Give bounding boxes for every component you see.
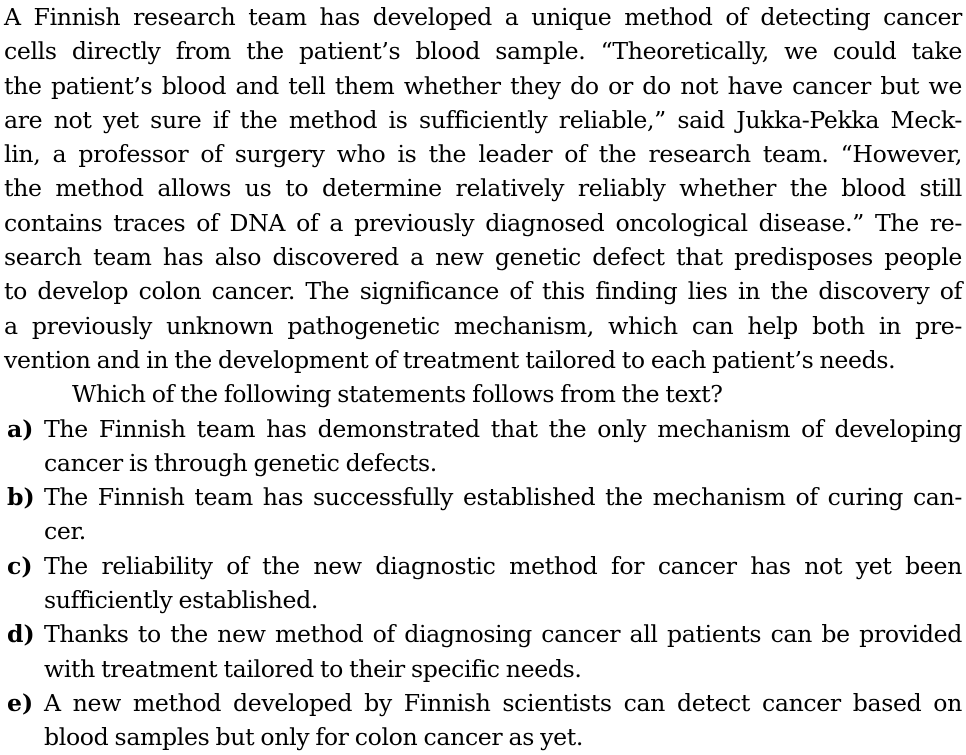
option-text-line: cer.	[44, 517, 86, 546]
passage-line: the patient’s blood and tell them whether they do or do not have cancer but we	[4, 71, 962, 100]
option-letter: b)	[7, 483, 35, 512]
option-text-line: cancer is through genetic defects.	[44, 448, 437, 477]
passage-line: are not yet sure if the method is sufficiently reliable,” said Jukka-Pekka Meck-	[4, 105, 962, 134]
option-text-line: blood samples but only for colon cancer as yet.	[44, 723, 583, 752]
passage-line: lin, a professor of surgery who is the leader of the research team. “However,	[4, 140, 962, 169]
passage-text	[4, 0, 962, 377]
passage-line: vention and in the development of treatment tailored to each patient’s needs.	[4, 345, 896, 374]
answer-option-b[interactable]	[4, 480, 962, 549]
passage-line: cells directly from the patient’s blood sample. “Theoretically, we could take	[4, 37, 962, 66]
passage-line: contains traces of DNA of a previously diagnosed oncological disease.” The re-	[4, 208, 962, 237]
answer-option-a[interactable]	[4, 412, 962, 481]
answer-option-e[interactable]	[4, 686, 962, 755]
option-letter: a)	[7, 414, 34, 443]
passage-line: search team has also discovered a new genetic defect that predisposes people	[4, 243, 962, 272]
passage-line: A Finnish research team has developed a unique method of detecting cancer	[4, 3, 962, 31]
answer-option-d[interactable]	[4, 617, 962, 686]
option-text-line: sufficiently established.	[44, 586, 319, 615]
option-letter: d)	[7, 620, 35, 649]
option-text-line: The Finnish team has demonstrated that the only mechanism of developing	[44, 414, 962, 443]
option-text-line: A new method developed by Finnish scientists can detect cancer based on	[44, 688, 962, 717]
answer-options	[4, 412, 962, 755]
question-prompt: Which of the following statements follows from the text?	[72, 380, 723, 409]
passage-line: the method allows us to determine relatively reliably whether the blood still	[4, 174, 962, 203]
answer-option-c[interactable]	[4, 549, 962, 618]
option-text-line: The Finnish team has successfully established the mechanism of curing can-	[44, 483, 962, 512]
option-text-line: The reliability of the new diagnostic method for cancer has not yet been	[44, 551, 962, 580]
passage-line: to develop colon cancer. The significance of this finding lies in the discovery of	[4, 277, 962, 306]
passage-line: a previously unknown pathogenetic mechanism, which can help both in pre-	[4, 311, 962, 340]
option-letter: c)	[7, 551, 33, 580]
option-letter: e)	[7, 688, 34, 717]
option-text-line: with treatment tailored to their specific needs.	[44, 654, 582, 683]
option-text-line: Thanks to the new method of diagnosing cancer all patients can be provided	[44, 620, 962, 649]
